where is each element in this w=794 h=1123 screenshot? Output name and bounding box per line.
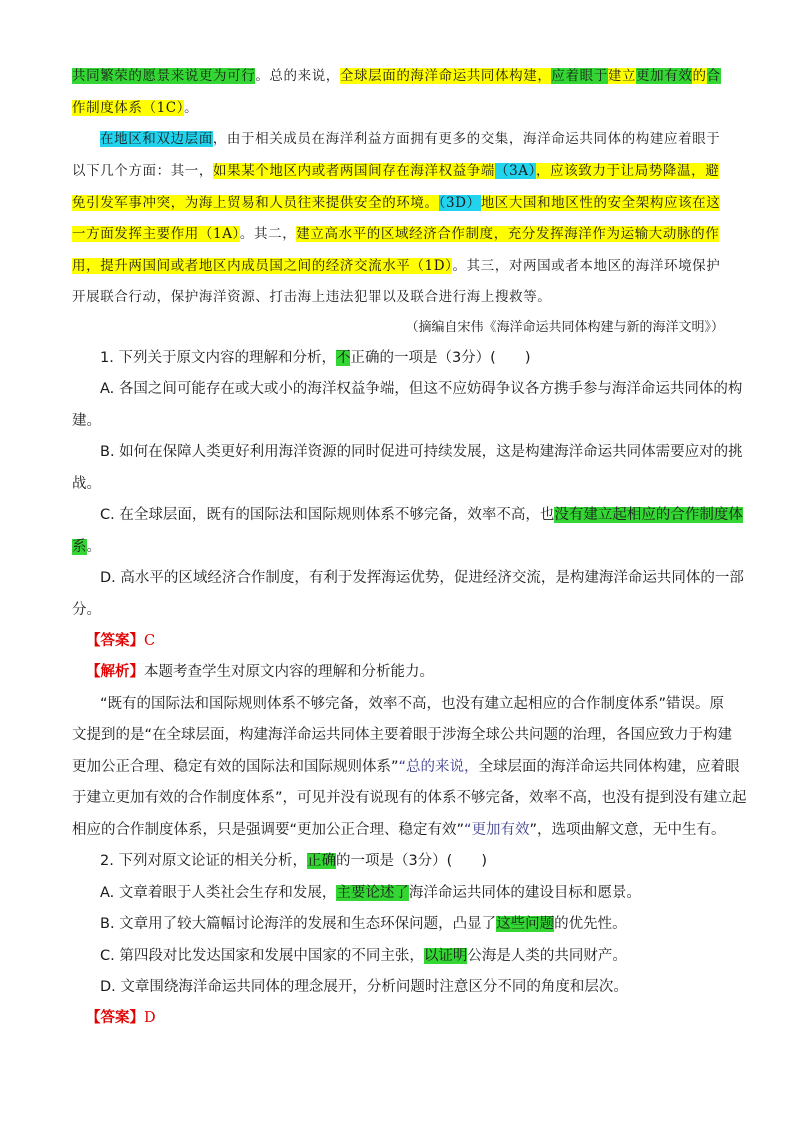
analysis-1-heading: 【解析】本题考查学生对原文内容的理解和分析能力。 <box>86 664 434 680</box>
question-1-stem: 1. 下列关于原文内容的理解和分析，不正确的一项是（3分）( ) <box>100 350 531 366</box>
text-line: 开展联合行动，保护海洋资源、打击海上违法犯罪以及联合进行海上搜救等。 <box>72 289 552 305</box>
analysis-line: 更加公正合理、稳定有效的国际法和国际规则体系”“总的来说，全球层面的海洋命运共同体构建，应着眼 <box>72 759 740 775</box>
option-a-cont: 建。 <box>72 413 101 429</box>
question-2-stem: 2. 下列对原文论证的相关分析，正确的一项是（3分）( ) <box>100 853 487 869</box>
text-line: 免引发军事冲突，为海上贸易和人员往来提供安全的环境。（3D）地区大国和地区性的安全架构应该在这 <box>72 195 721 211</box>
option-b: B. 文章用了较大篇幅讨论海洋的发展和生态环保问题，凸显了这些问题的优先性。 <box>100 916 627 932</box>
option-c: C. 在全球层面，既有的国际法和国际规则体系不够完备，效率不高，也没有建立起相应的合作制度体 <box>100 507 743 523</box>
text-line: 在地区和双边层面，由于相关成员在海洋利益方面拥有更多的交集，海洋命运共同体的构建应着眼于 <box>100 131 721 147</box>
analysis-line: 于建立更加有效的合作制度体系”，可见并没有说现有的体系不够完备，效率不高，也没有提到没有建立起 <box>72 790 747 806</box>
option-d: D. 高水平的区域经济合作制度，有利于发挥海运优势，促进经济交流，是构建海洋命运共同体的一部 <box>100 570 744 586</box>
text-line: 作制度体系（1C）。 <box>72 100 199 116</box>
text-line: 以下几个方面：其一，如果某个地区内或者两国间存在海洋权益争端（3A），应该致力于让局势降温，避 <box>72 163 720 179</box>
analysis-line: “既有的国际法和国际规则体系不够完备，效率不高，也没有建立起相应的合作制度体系”错误。原 <box>100 696 725 712</box>
option-c: C. 第四段对比发达国家和发展中国家的不同主张，以证明公海是人类的共同财产。 <box>100 948 627 964</box>
text-line: 共同繁荣的愿景来说更为可行。总的来说，全球层面的海洋命运共同体构建，应着眼于建立更加有效的合 <box>72 68 721 84</box>
answer-2: 【答案】D <box>86 1010 156 1026</box>
text-line: 用，提升两国间或者地区内成员国之间的经济交流水平（1D）。其三，对两国或者本地区的海洋环境保护 <box>72 258 721 274</box>
analysis-line: 文提到的是“在全球层面，构建海洋命运共同体主要着眼于涉海全球公共问题的治理，各国应致力于构建 <box>72 727 733 743</box>
analysis-line: 相应的合作制度体系，只是强调要“更加公正合理、稳定有效”“更加有效”，选项曲解文意，无中生有。 <box>72 822 726 838</box>
answer-1: 【答案】C <box>86 633 156 649</box>
option-d: D. 文章围绕海洋命运共同体的理念展开，分析问题时注意区分不同的角度和层次。 <box>100 979 628 995</box>
option-a: A. 文章着眼于人类社会生存和发展，主要论述了海洋命运共同体的建设目标和愿景。 <box>100 885 641 901</box>
option-d-cont: 分。 <box>72 602 101 618</box>
option-b-cont: 战。 <box>72 476 101 492</box>
option-a: A. 各国之间可能存在或大或小的海洋权益争端，但这不应妨碍争议各方携手参与海洋命运共同体的构 <box>100 381 743 397</box>
option-c-cont: 系。 <box>72 539 101 555</box>
option-b: B. 如何在保障人类更好利用海洋资源的同时促进可持续发展，这是构建海洋命运共同体需要应对的挑 <box>100 444 743 460</box>
source-citation: （摘编自宋伟《海洋命运共同体构建与新的海洋文明》） <box>405 320 724 335</box>
text-line: 一方面发挥主要作用（1A）。其二，建立高水平的区域经济合作制度，充分发挥海洋作为运输大动脉的作 <box>72 226 720 242</box>
